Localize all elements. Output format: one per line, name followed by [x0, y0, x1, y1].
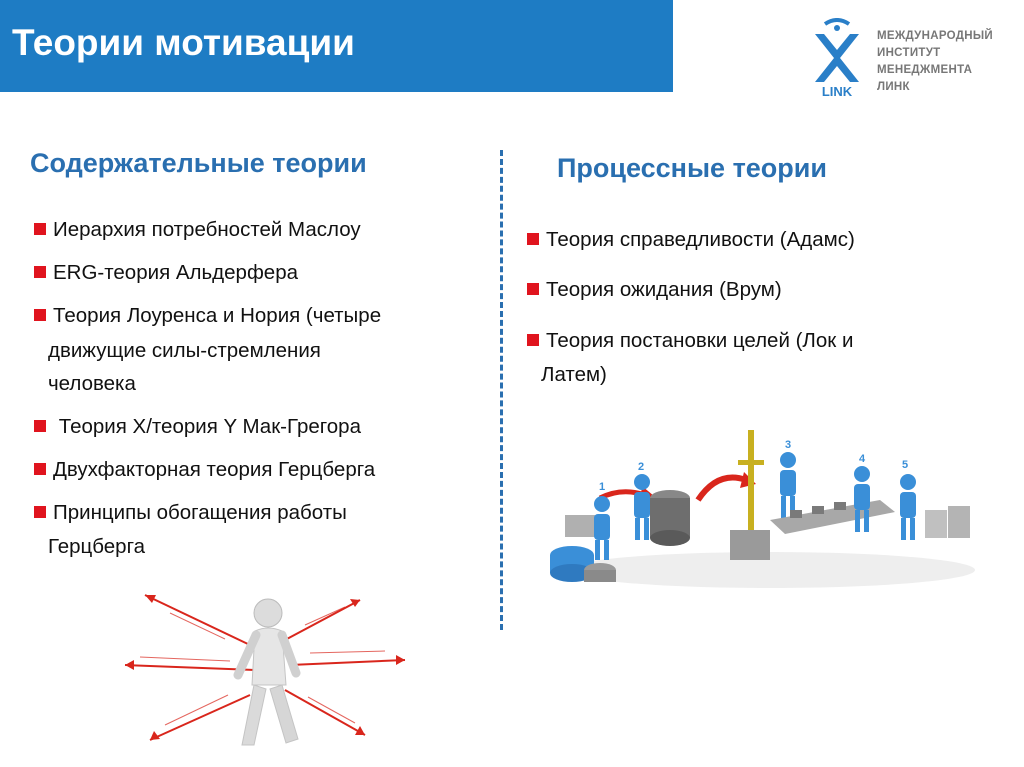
bullet-icon [34, 506, 46, 518]
slide-title: Теории мотивации [12, 22, 355, 63]
process-theories-heading: Процессные теории [557, 153, 827, 183]
worker-figure [854, 466, 870, 532]
bullet-icon [34, 463, 46, 475]
step-number: 3 [785, 439, 792, 451]
walking-figure [238, 599, 298, 745]
step-number: 5 [902, 459, 909, 471]
step-number: 4 [859, 453, 866, 465]
list-item-continued: Латем) [541, 363, 607, 386]
assembly-line-illustration [550, 420, 990, 600]
worker-figure [594, 496, 610, 560]
list-item-continued: Герцберга [48, 535, 146, 558]
title-bar [0, 0, 673, 92]
worker-figure [780, 452, 796, 518]
list-item: Теория X/теория Y Мак-Грегора [34, 411, 361, 442]
logo-text [877, 28, 993, 96]
bullet-icon [34, 223, 46, 235]
bullet-icon [34, 420, 46, 432]
logo-line: ЛИНК [877, 81, 910, 93]
logo-brand: LINK [821, 84, 853, 98]
bullet-icon [527, 283, 539, 295]
list-item: ERG-теория Альдерфера [34, 257, 298, 288]
logo-line: ИНСТИТУТ [877, 47, 941, 59]
bullet-icon [527, 334, 539, 346]
bullet-icon [34, 266, 46, 278]
step-number: 1 [599, 481, 606, 493]
list-item: Теория справедливости (Адамс) [527, 224, 855, 255]
list-item: Иерархия потребностей Маслоу [34, 214, 361, 245]
list-item: Теория ожидания (Врум) [527, 274, 782, 305]
list-item: Принципы обогащения работы [34, 497, 347, 528]
list-item: Теория постановки целей (Лок и [527, 325, 853, 356]
content-theories-heading: Содержательные теории [30, 148, 367, 178]
column-divider [500, 150, 503, 630]
worker-figure [634, 474, 650, 540]
list-item-continued: человека [48, 372, 136, 395]
bullet-icon [527, 233, 539, 245]
step-number: 2 [638, 461, 645, 473]
logo-line: МЕЖДУНАРОДНЫЙ [877, 30, 993, 42]
link-logo-icon [812, 18, 862, 98]
list-item: Теория Лоуренса и Нория (четыре [34, 300, 381, 331]
institute-logo [812, 18, 1012, 98]
list-item-continued: движущие силы-стремления [48, 339, 321, 362]
logo-line: МЕНЕДЖМЕНТА [877, 64, 973, 76]
list-item: Двухфакторная теория Герцберга [34, 454, 375, 485]
worker-figure [900, 474, 916, 540]
bullet-icon [34, 309, 46, 321]
motivation-arrows-illustration [110, 585, 420, 765]
